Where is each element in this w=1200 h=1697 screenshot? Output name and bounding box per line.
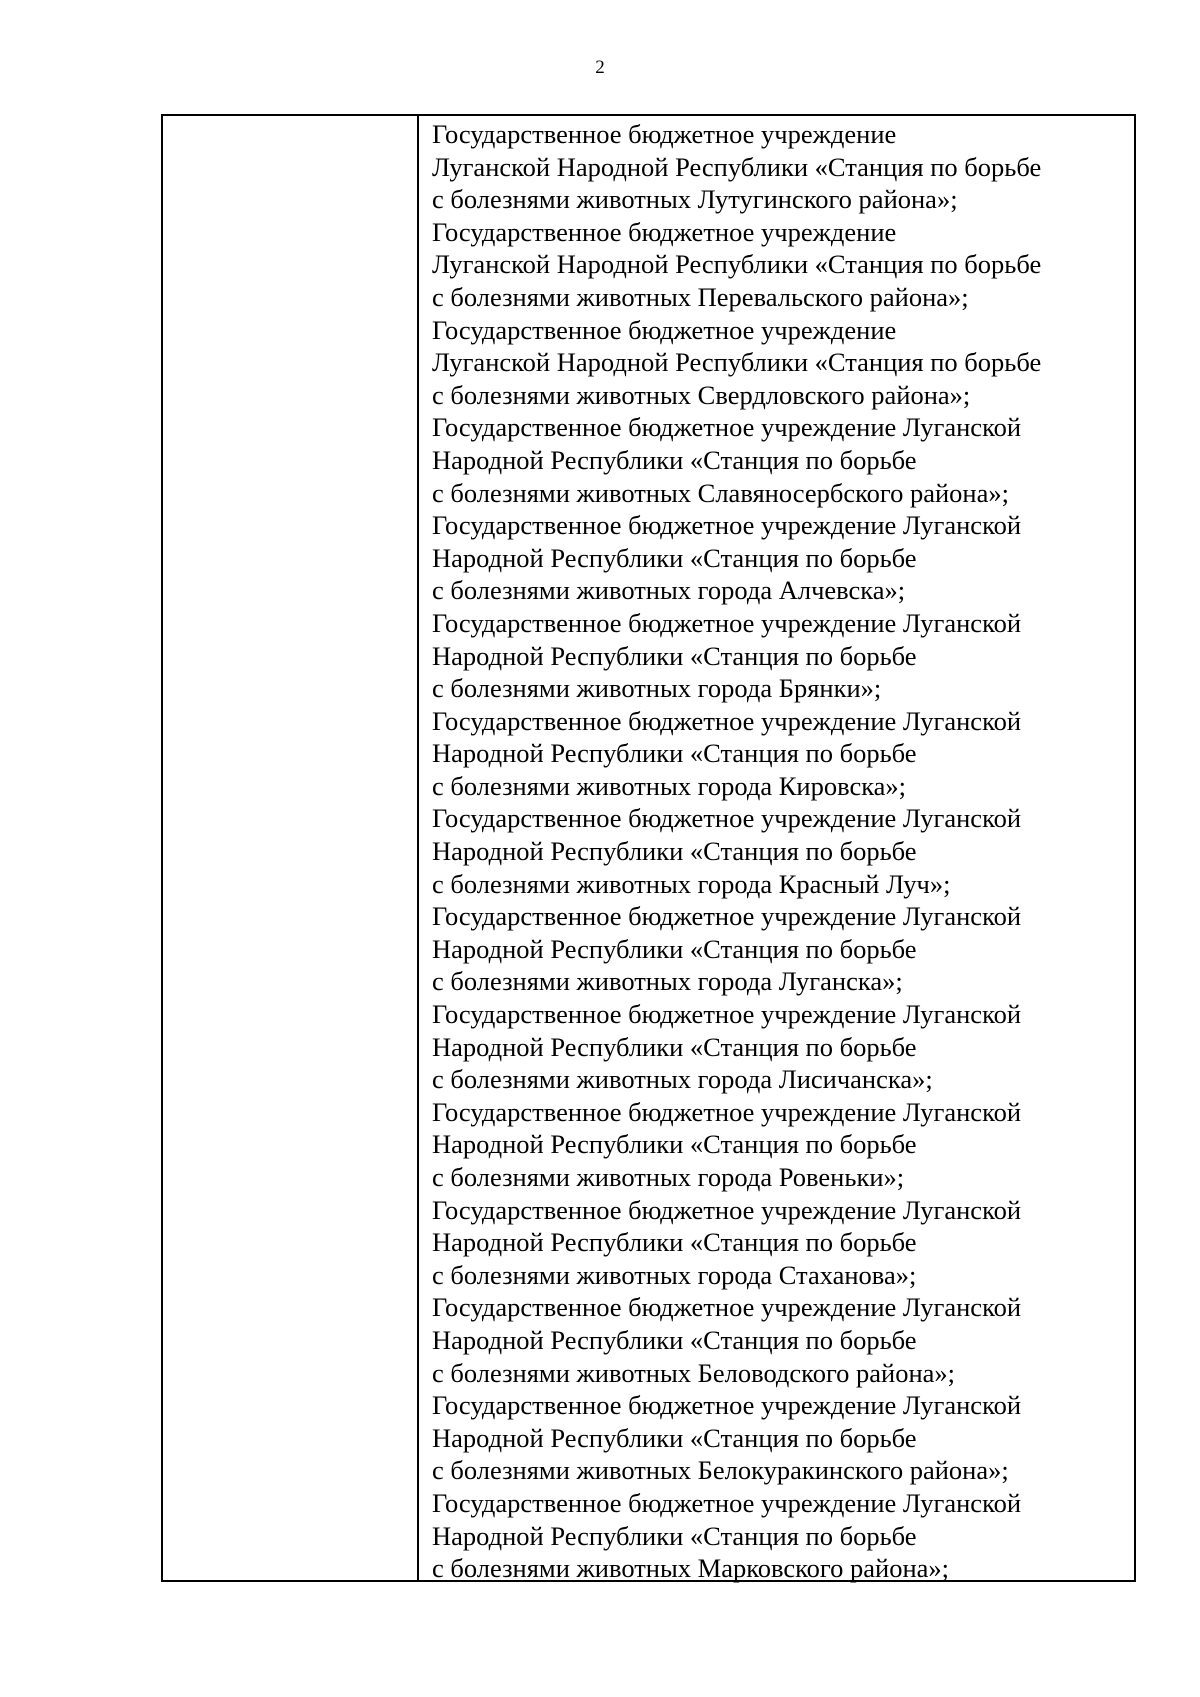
text-line: Государственное бюджетное учреждение Луганской bbox=[432, 705, 1022, 736]
text-line: с болезнями животных города Брянки»; bbox=[432, 673, 882, 704]
text-line: Народной Республики «Станция по борьбе bbox=[432, 1422, 917, 1453]
text-line: Государственное бюджетное учреждение Луганской bbox=[432, 901, 1022, 932]
text-line: с болезнями животных города Стаханова»; bbox=[432, 1259, 917, 1290]
text-line: Народной Республики «Станция по борьбе bbox=[432, 640, 917, 671]
text-line: Народной Республики «Станция по борьбе bbox=[432, 1227, 917, 1258]
text-line: с болезнями животных Славяносербского района»; bbox=[432, 477, 1009, 508]
text-line: Государственное бюджетное учреждение Луганской bbox=[432, 412, 1022, 443]
text-line: Государственное бюджетное учреждение Луганской bbox=[432, 1194, 1022, 1225]
text-line: Государственное бюджетное учреждение Луганской bbox=[432, 510, 1022, 541]
text-line: Государственное бюджетное учреждение Луганской bbox=[432, 803, 1022, 834]
text-line: с болезнями животных Свердловского района»; bbox=[432, 379, 971, 410]
text-line: с болезнями животных Лутугинского района»; bbox=[432, 184, 958, 215]
text-line: с болезнями животных города Кировска»; bbox=[432, 770, 907, 801]
text-line: с болезнями животных Беловодского района»; bbox=[432, 1357, 956, 1388]
text-line: Народной Республики «Станция по борьбе bbox=[432, 933, 917, 964]
text-line: Государственное бюджетное учреждение Луганской bbox=[432, 1292, 1022, 1323]
table-right-column bbox=[419, 116, 1134, 1584]
text-line: с болезнями животных Марковского района»; bbox=[432, 1553, 949, 1584]
text-line: с болезнями животных города Алчевска»; bbox=[432, 575, 906, 606]
text-line: Народной Республики «Станция по борьбе bbox=[432, 542, 917, 573]
text-line: Государственное бюджетное учреждение bbox=[432, 314, 897, 345]
page-number: 2 bbox=[595, 57, 605, 78]
text-line: Народной Республики «Станция по борьбе bbox=[432, 836, 917, 867]
text-line: с болезнями животных Белокуракинского района»; bbox=[432, 1455, 1009, 1486]
text-line: Народной Республики «Станция по борьбе bbox=[432, 1129, 917, 1160]
document-table bbox=[161, 114, 1136, 1582]
text-line: Народной Республики «Станция по борьбе bbox=[432, 1324, 917, 1355]
text-line: Государственное бюджетное учреждение Луганской bbox=[432, 1487, 1022, 1518]
text-line: Государственное бюджетное учреждение Луганской bbox=[432, 1096, 1022, 1127]
text-line: Народной Республики «Станция по борьбе bbox=[432, 738, 917, 769]
text-line: Государственное бюджетное учреждение Луганской bbox=[432, 1390, 1022, 1421]
text-line: Луганской Народной Республики «Станция по борьбе bbox=[432, 151, 1042, 182]
text-line: Государственное бюджетное учреждение bbox=[432, 216, 897, 247]
text-line: Луганской Народной Республики «Станция по борьбе bbox=[432, 347, 1042, 378]
text-line: Народной Республики «Станция по борьбе bbox=[432, 444, 917, 475]
text-line: с болезнями животных города Ровеньки»; bbox=[432, 1162, 905, 1192]
text-line: с болезнями животных Перевальского района»; bbox=[432, 281, 969, 312]
text-line: Народной Республики «Станция по борьбе bbox=[432, 1520, 917, 1551]
text-line: Народной Республики «Станция по борьбе bbox=[432, 1031, 917, 1062]
text-line: Государственное бюджетное учреждение Луганской bbox=[432, 607, 1022, 638]
text-line: с болезнями животных города Лисичанска»; bbox=[432, 1064, 933, 1095]
text-line: с болезнями животных города Красный Луч»; bbox=[432, 868, 951, 899]
table-left-column bbox=[163, 116, 419, 1580]
text-line: с болезнями животных города Луганска»; bbox=[432, 966, 903, 997]
text-line: Государственное бюджетное учреждение bbox=[432, 119, 897, 149]
text-line: Государственное бюджетное учреждение Луганской bbox=[432, 999, 1022, 1030]
text-line: Луганской Народной Республики «Станция по борьбе bbox=[432, 249, 1042, 280]
